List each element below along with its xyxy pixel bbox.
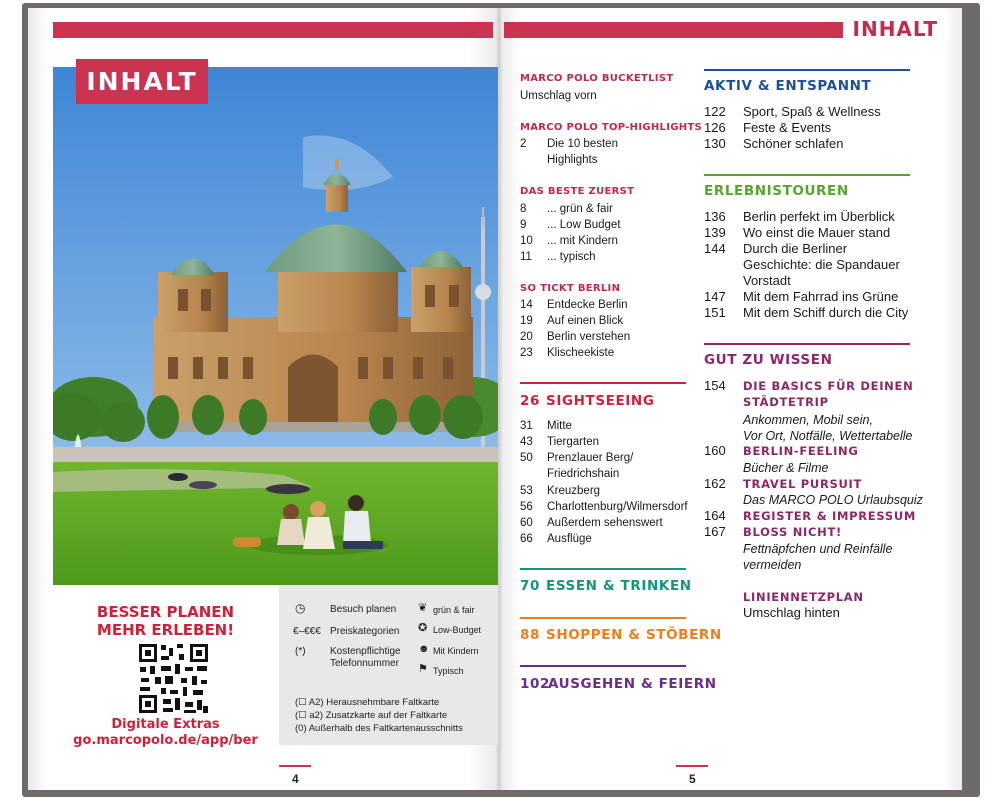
ausgehen-num: 102: [520, 676, 550, 692]
toc-heading-entry: BLOSS NICHT!: [743, 525, 842, 539]
legend-map-outside: (0) Außerhalb des Faltkartenausschnitts: [295, 723, 463, 734]
toc-entry: Mit dem Schiff durch die City: [743, 305, 909, 320]
page-title: INHALT: [843, 14, 948, 42]
asterisk-icon: (*): [295, 646, 306, 657]
page-number-right: 5: [689, 772, 696, 786]
top-highlights-heading: MARCO POLO TOP-HIGHLIGHTS: [520, 122, 703, 133]
gut-rule: [704, 343, 910, 345]
toc-entry: Wo einst die Mauer stand: [743, 225, 891, 240]
shoppen-rule: [520, 617, 686, 619]
toc-entry-line2: Geschichte: die Spandauer: [743, 257, 900, 272]
linien-text: Umschlag hinten: [743, 605, 840, 620]
legend-label-lowbudget: Low-Budget: [433, 625, 482, 635]
aktiv-rule: [704, 69, 910, 71]
essen-heading: ESSEN & TRINKEN: [546, 578, 692, 594]
toc-entry: Kreuzberg: [547, 485, 601, 497]
toc-num: 14: [520, 299, 533, 311]
bucketlist-heading: MARCO POLO BUCKETLIST: [520, 73, 674, 84]
toc-entry: ... typisch: [547, 251, 596, 263]
page-number-rule-left: [279, 765, 311, 767]
page-number-left: 4: [292, 772, 299, 786]
shoppen-num: 88: [520, 627, 540, 643]
shoppen-heading: SHOPPEN & STÖBERN: [546, 627, 722, 643]
ausgehen-heading: AUSGEHEN & FEIERN: [548, 676, 717, 692]
toc-subtext: Ankommen, Mobil sein,: [743, 413, 873, 427]
legend-label-kosten: Kostenpflichtige: [330, 646, 401, 657]
legend-panel: [279, 585, 498, 745]
toc-entry: Prenzlauer Berg/: [547, 452, 634, 464]
so-tickt-heading: SO TICKT BERLIN: [520, 283, 621, 294]
toc-entry: Klischeekiste: [547, 347, 615, 359]
qr-code-icon[interactable]: [137, 642, 210, 715]
toc-entry: ... mit Kindern: [547, 235, 618, 247]
sightseeing-num: 26: [520, 393, 540, 409]
legend-label-preis: Preiskategorien: [330, 626, 400, 637]
toc-entry: Feste & Events: [743, 120, 832, 135]
toc-subtext: Fettnäpfchen und Reinfälle: [743, 542, 893, 556]
toc-heading-entry-line2: STÄDTETRIP: [743, 395, 829, 409]
toc-entry: Mitte: [547, 420, 572, 432]
toc-num: 9: [520, 219, 527, 231]
erlebnis-rule: [704, 174, 910, 176]
toc-subtext: Das MARCO POLO Urlaubsquiz: [743, 493, 923, 507]
toc-num: 60: [520, 517, 533, 529]
toc-num: 164: [704, 508, 726, 523]
toc-num: 43: [520, 436, 533, 448]
toc-entry: Berlin perfekt im Überblick: [743, 209, 895, 224]
toc-entry: Sport, Spaß & Wellness: [743, 104, 881, 119]
toc-num: 20: [520, 331, 533, 343]
toc-entry-line3: Vorstadt: [743, 273, 791, 288]
leaf-icon: ❦: [418, 602, 428, 614]
toc-entry: Durch die Berliner: [743, 241, 848, 256]
toc-entry: Außerdem sehenswert: [547, 517, 663, 529]
toc-entry: Tiergarten: [547, 436, 599, 448]
clock-icon: ◷: [295, 601, 306, 615]
toc-num: 10: [520, 235, 533, 247]
toc-entry: Schöner schlafen: [743, 136, 844, 151]
toc-num: 154: [704, 378, 726, 393]
toc-heading-entry: TRAVEL PURSUIT: [743, 477, 863, 491]
essen-rule: [520, 568, 686, 570]
toc-num: 151: [704, 305, 726, 320]
promo-line1: BESSER PLANEN: [96, 603, 235, 621]
toc-entry: Die 10 besten: [547, 138, 618, 150]
toc-num: 19: [520, 315, 533, 327]
toc-entry: Ausflüge: [547, 533, 592, 545]
toc-num: 66: [520, 533, 533, 545]
linien-heading: LINIENNETZPLAN: [743, 590, 864, 604]
toc-num: 144: [704, 241, 726, 256]
toc-num: 130: [704, 136, 726, 151]
bucketlist-text: Umschlag vorn: [520, 90, 597, 102]
toc-entry-line2: Friedrichshain: [547, 468, 620, 480]
page-number-rule-right: [676, 765, 708, 767]
toc-num: 162: [704, 476, 726, 491]
toc-entry: Charlottenburg/Wilmersdorf: [547, 501, 688, 513]
erlebnis-heading: ERLEBNISTOUREN: [704, 183, 849, 199]
toc-entry: Auf einen Blick: [547, 315, 624, 327]
sightseeing-heading: SIGHTSEEING: [546, 393, 655, 409]
toc-num: 23: [520, 347, 533, 359]
berliner-dom-photo: [53, 67, 498, 585]
promo-link-url[interactable]: go.marcopolo.de/app/ber: [73, 733, 258, 748]
toc-num: 167: [704, 524, 726, 539]
toc-num: 53: [520, 485, 533, 497]
toc-heading-entry: BERLIN-FEELING: [743, 444, 859, 458]
legend-map-a2: (☐ A2) Herausnehmbare Faltkarte: [295, 697, 440, 708]
toc-entry: ... grün & fair: [547, 203, 613, 215]
das-beste-heading: DAS BESTE ZUERST: [520, 186, 635, 197]
toc-num: 50: [520, 452, 533, 464]
sightseeing-rule: [520, 382, 686, 384]
gut-heading: GUT ZU WISSEN: [704, 352, 833, 368]
toc-entry: Mit dem Fahrrad ins Grüne: [743, 289, 899, 304]
promo-line2: MEHR ERLEBEN!: [96, 621, 235, 639]
toc-subtext-line2: Vor Ort, Notfälle, Wettertabelle: [743, 429, 913, 443]
aktiv-heading: AKTIV & ENTSPANNT: [704, 78, 872, 94]
toc-entry-line2: Highlights: [547, 154, 598, 166]
legend-label-kinder: Mit Kindern: [433, 646, 479, 656]
ausgehen-rule: [520, 665, 686, 667]
piggy-bank-icon: ✪: [418, 622, 428, 634]
legend-label-besuch: Besuch planen: [330, 604, 397, 615]
family-icon: ☻: [418, 643, 430, 655]
toc-subtext-line2: vermeiden: [743, 558, 802, 572]
header-bar-left: [53, 22, 493, 38]
legend-label-telefon: Telefonnummer: [330, 658, 399, 669]
toc-entry: Entdecke Berlin: [547, 299, 628, 311]
toc-num: 160: [704, 443, 726, 458]
flag-icon: ⚑: [418, 663, 428, 675]
toc-num: 126: [704, 120, 726, 135]
promo-panel: [53, 585, 278, 748]
legend-label-gruen: grün & fair: [433, 605, 475, 615]
toc-num: 11: [520, 251, 532, 263]
toc-num: 147: [704, 289, 726, 304]
toc-num: 139: [704, 225, 726, 240]
inhalt-badge: INHALT: [76, 59, 208, 104]
toc-heading-entry: DIE BASICS FÜR DEINEN: [743, 379, 914, 393]
toc-num: 31: [520, 420, 533, 432]
toc-num: 8: [520, 203, 527, 215]
legend-map-a2-small: (☐ a2) Zusatzkarte auf der Faltkarte: [295, 710, 448, 721]
toc-heading-entry: REGISTER & IMPRESSUM: [743, 509, 916, 523]
toc-entry: Berlin verstehen: [547, 331, 631, 343]
price-icon: €–€€€: [293, 626, 321, 637]
toc-num: 136: [704, 209, 726, 224]
promo-link-label: Digitale Extras: [111, 717, 220, 732]
legend-label-typisch: Typisch: [433, 666, 464, 676]
toc-num: 2: [520, 138, 527, 150]
toc-entry: ... Low Budget: [547, 219, 621, 231]
toc-num: 56: [520, 501, 533, 513]
toc-num: 122: [704, 104, 726, 119]
toc-subtext: Bücher & Filme: [743, 461, 829, 475]
essen-num: 70: [520, 578, 540, 594]
